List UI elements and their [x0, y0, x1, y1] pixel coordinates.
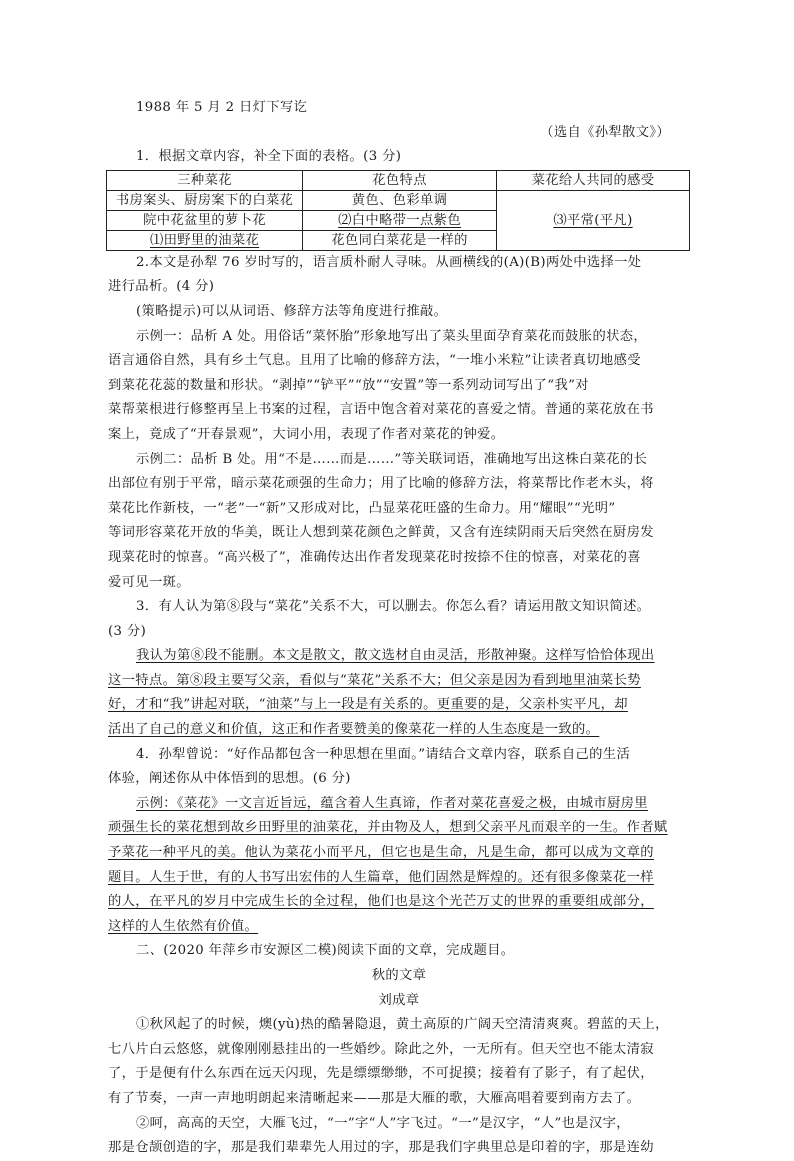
q1-stem: 1．根据文章内容，补全下面的表格。(3 分) — [136, 149, 402, 165]
answer-underlined: ⑶平常(平凡) — [553, 212, 633, 228]
table-cell: 书房案头、厨房案下的白菜花 — [107, 190, 303, 210]
table-cell — [303, 210, 497, 230]
q4-answer-line: 顽强生长的菜花想到故乡田野里的油菜花，并由物及人，想到父亲平凡而艰辛的一生。作者赋 — [108, 820, 668, 836]
table-row — [107, 190, 690, 210]
q2-stem-line: 进行品析。(4 分) — [108, 279, 215, 295]
q4-answer-line: 这样的人生依然有价值。 — [108, 918, 259, 934]
article-para1-line: ①秋风起了的时候，燠(yù)热的酷暑隐退，黄土高原的广阔天空清清爽爽。碧蓝的天上， — [136, 1017, 669, 1033]
q2-example1-line: 到菜花花蕊的数量和形状。“剥掉”“铲平”“放”“安置”等一系列动词写出了“我”对 — [108, 377, 589, 393]
table-cell: 黄色、色彩单调 — [303, 190, 497, 210]
article-para1-line: 了，于是便有什么东西在远天闪现，先是缥缥缈缈，不可捉摸；接着有了影子，有了起伏， — [108, 1066, 654, 1082]
q2-example1-line: 示例一：品析 A 处。用俗话“菜怀胎”形象地写出了菜头里面孕育菜花而鼓胀的状态， — [136, 328, 648, 344]
q2-example2-line: 示例二：品析 B 处。用“不是……而是……”等关联词语，准确地写出这株白菜花的长 — [136, 451, 648, 467]
table-header-cell: 三种菜花 — [107, 170, 303, 190]
q1-table — [106, 170, 690, 251]
q2-example2-line: 菜花比作新枝，一“老”一“新”又形成对比，凸显菜花旺盛的生命力。用“耀眼”“光明” — [108, 500, 616, 516]
article-para1-line: 有了节奏，一声一声地明朗起来清晰起来——那是大雁的歌，大雁高唱着要到南方去了。 — [108, 1090, 641, 1106]
article-para1-line: 七八片白云悠悠，就像刚刚悬挂出的一些婚纱。除此之外，一无所有。但天空也不能太清寂 — [108, 1041, 654, 1057]
q3-stem-line: 3．有人认为第⑧段与“菜花”关系不大，可以删去。你怎么看？请运用散文知识简述。 — [136, 599, 651, 615]
q3-answer-line: 活出了自己的意义和价值，这正和作者要赞美的像菜花一样的人生态度是一致的。 — [108, 722, 600, 738]
q2-block — [108, 251, 690, 595]
q4-answer-line: 的人，在平凡的岁月中完成生长的全过程，他们也是这个光芒万丈的世界的重要组成部分， — [108, 894, 654, 910]
q3-answer-line: 好，才和“我”讲起对联，“油菜”与上一段是有关系的。更重要的是，父亲朴实平凡，却 — [108, 697, 628, 713]
table-cell: 院中花盆里的萝卜花 — [107, 210, 303, 230]
q3-answer-line: 我认为第⑧段不能删。本文是散文，散文选材自由灵活，形散神聚。这样写恰恰体现出 — [136, 648, 655, 664]
table-header-cell: 花色特点 — [303, 170, 497, 190]
q2-example2-line: 现菜花时的惊喜。“高兴极了”，准确传达出作者发现菜花时按捺不住的惊喜，对菜花的喜 — [108, 549, 641, 565]
q2-stem-line: 2.本文是孙犁 76 岁时写的，语言质朴耐人寻味。从画横线的(A)(B)两处中选择一处 — [136, 254, 642, 270]
table-cell: 花色同白菜花是一样的 — [303, 230, 497, 250]
q2-hint: (策略提示)可以从词语、修辞方法等角度进行推敲。 — [136, 303, 448, 319]
source-citation: （选自《孙犁散文》） — [540, 124, 670, 140]
document-page — [108, 96, 690, 1161]
article-para2-line: ②呵，高高的天空，大雁飞过，“一”字“人”字飞过。“一”是汉字，“人”也是汉字， — [136, 1115, 630, 1131]
q2-example1-line: 菜帮菜根进行修整再呈上书案的过程，言语中饱含着对菜花的喜爱之情。普通的菜花放在书 — [108, 402, 654, 418]
table-header-cell: 菜花给人共同的感受 — [496, 170, 689, 190]
article-para2-line: 那是仓颉创造的字，那是我们辈辈先人用过的字，那是我们字典里总是印着的字，那是连幼 — [108, 1140, 654, 1156]
section2-heading: 二、(2020 年萍乡市安源区二模)阅读下面的文章，完成题目。 — [136, 943, 515, 959]
section2-block — [108, 939, 690, 1160]
q4-stem-line: 4．孙犁曾说：“好作品都包含一种思想在里面。”请结合文章内容，联系自己的生活 — [136, 746, 631, 762]
q4-answer-line: 题目。人生于世，有的人书写出宏伟的人生篇章，他们固然是辉煌的。还有很多像菜花一样 — [108, 869, 654, 885]
table-cell — [107, 230, 303, 250]
q2-example2-line: 出部位有别于平常，暗示菜花顽强的生命力；用了比喻的修辞方法，将菜帮比作老木头，将 — [108, 476, 654, 492]
table-header-row — [107, 170, 690, 190]
q4-block — [108, 743, 690, 940]
article-title: 秋的文章 — [371, 968, 427, 983]
q2-example1-line: 语言通俗自然，具有乡土气息。且用了比喻的修辞方法，“一堆小米粒”让读者真切地感受 — [108, 353, 641, 369]
answer-underlined: ⑵白中略带一点紫色 — [338, 212, 461, 228]
table-cell-shared-feeling — [496, 190, 689, 250]
q3-block — [108, 595, 690, 743]
answer-underlined: ⑴田野里的油菜花 — [149, 232, 260, 248]
q2-example2-line: 等词形容菜花开放的华美，既让人想到菜花颜色之鲜黄，又含有连续阴雨天后突然在厨房发 — [108, 525, 654, 541]
q4-answer-line: 予菜花一种平凡的美。他认为菜花小而平凡，但它也是生命，凡是生命，都可以成为文章的 — [108, 845, 654, 861]
article-author: 刘成章 — [378, 992, 420, 1008]
q4-stem-line: 体验，阐述你从中体悟到的思想。(6 分) — [108, 771, 351, 787]
q2-example2-line: 爱可见一斑。 — [108, 574, 190, 590]
q2-example1-line: 案上，竟成了“开春景观”，大词小用，表现了作者对菜花的钟爱。 — [108, 426, 505, 442]
letter-date: 1988 年 5 月 2 日灯下写讫 — [136, 100, 308, 115]
q3-stem-line: (3 分) — [108, 623, 147, 639]
q3-answer-line: 这一特点。第⑧段主要写父亲，看似与“菜花”关系不大；但父亲是因为看到地里油菜长势 — [108, 672, 641, 688]
q4-answer-line: 示例：《菜花》一文言近旨远，蕴含着人生真谛，作者对菜花喜爱之极，由城市厨房里 — [136, 795, 648, 811]
